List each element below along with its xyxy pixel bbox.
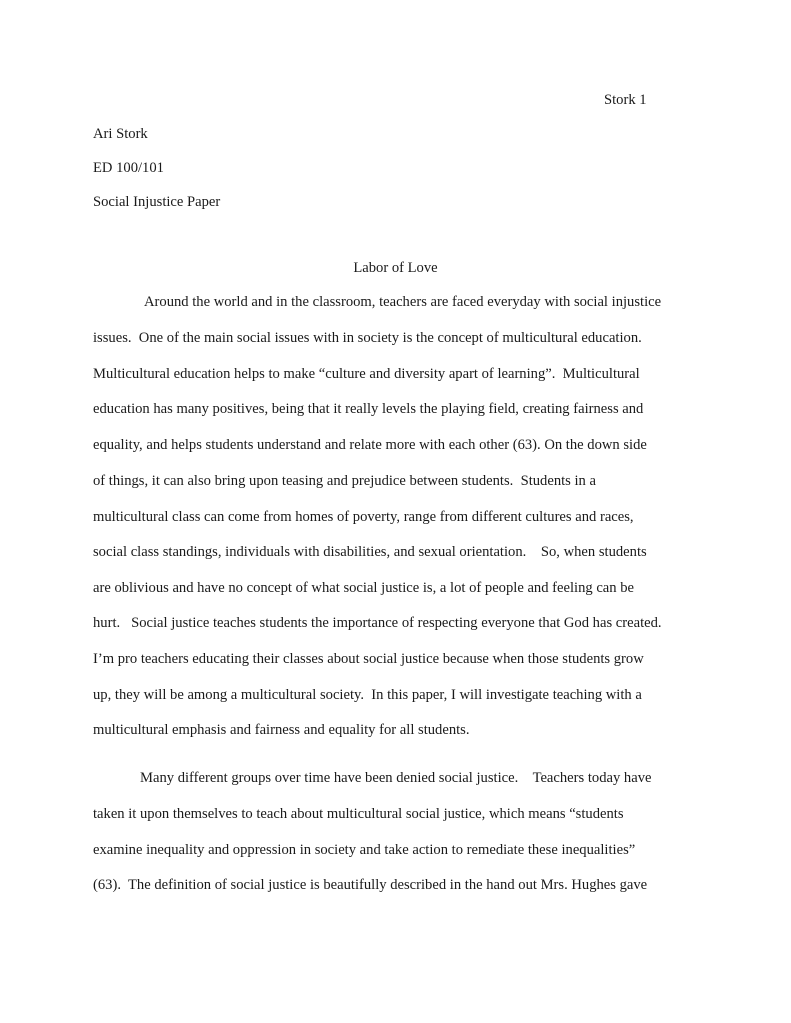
author-name: Ari Stork [93, 126, 148, 142]
paragraph-line: (63). The definition of social justice is beautifully described in the hand out Mrs. Hughes gave [93, 877, 648, 893]
paragraph-line: issues. One of the main social issues with in society is the concept of multicultural education. [93, 330, 642, 346]
assignment-name: Social Injustice Paper [93, 194, 221, 210]
paper-title: Labor of Love [353, 260, 438, 276]
paragraph-line: taken it upon themselves to teach about multicultural social justice, which means “students [93, 806, 624, 822]
paragraph-line: hurt. Social justice teaches students the importance of respecting everyone that God has created. [93, 615, 662, 631]
paragraph-line: Around the world and in the classroom, teachers are faced everyday with social injustice [144, 294, 662, 310]
course-name: ED 100/101 [93, 160, 164, 176]
paragraph-line: multicultural class can come from homes of poverty, range from different cultures and races, [93, 509, 634, 525]
paragraph-line: I’m pro teachers educating their classes about social justice because when those students grow [93, 651, 644, 667]
paragraph-line: social class standings, individuals with disabilities, and sexual orientation. So, when students [93, 544, 647, 560]
paragraph-line: multicultural emphasis and fairness and equality for all students. [93, 722, 470, 738]
paragraph-line: education has many positives, being that it really levels the playing field, creating fairness and [93, 401, 644, 417]
paragraph-line: are oblivious and have no concept of what social justice is, a lot of people and feeling can be [93, 580, 635, 596]
paragraph-line: Multicultural education helps to make “culture and diversity apart of learning”. Multicultural [93, 366, 640, 382]
paragraph-line: up, they will be among a multicultural society. In this paper, I will investigate teaching with a [93, 687, 642, 703]
paragraph-line: examine inequality and oppression in society and take action to remediate these inequalities” [93, 842, 636, 858]
page-header-number: Stork 1 [604, 92, 647, 108]
paragraph-line: of things, it can also bring upon teasing and prejudice between students. Students in a [93, 473, 596, 489]
paragraph-line: equality, and helps students understand and relate more with each other (63). On the down side [93, 437, 647, 453]
paragraph-line: Many different groups over time have been denied social justice. Teachers today have [140, 770, 652, 786]
